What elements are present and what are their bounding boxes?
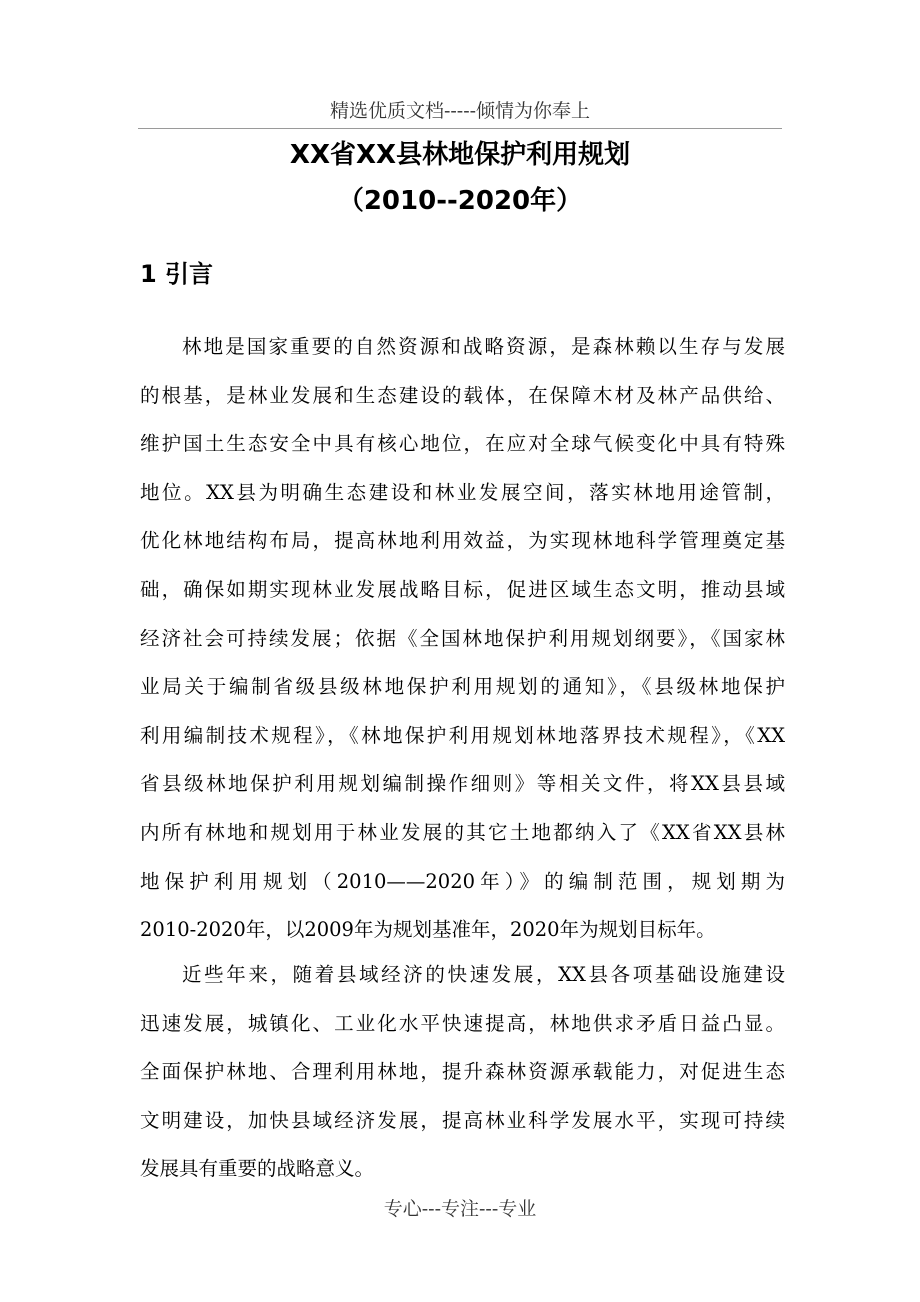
paragraph-2 bbox=[140, 951, 785, 1194]
paragraph-line: 经济社会可持续发展；依据《全国林地保护利用规划纲要》，《国家林 bbox=[140, 626, 785, 650]
paragraph-line: 利用编制技术规程》，《林地保护利用规划林地落界技术规程》，《XX bbox=[140, 723, 785, 747]
paragraph-line: 地位。XX县为明确生态建设和林业发展空间，落实林地用途管制， bbox=[140, 480, 785, 504]
paragraph-line: 发展具有重要的战略意义。 bbox=[140, 1157, 375, 1181]
paragraph-line: 省县级林地保护利用规划编制操作细则》等相关文件，将XX县县域 bbox=[140, 772, 785, 796]
paragraph-line: 维护国土生态安全中具有核心地位，在应对全球气候变化中具有特殊 bbox=[140, 432, 785, 456]
paragraph-line: 业局关于编制省级县级林地保护利用规划的通知》，《县级林地保护 bbox=[140, 675, 785, 699]
page-footer: 专心---专注---专业 bbox=[383, 1198, 537, 1220]
paragraph-line: 近些年来，随着县域经济的快速发展，XX县各项基础设施建设 bbox=[182, 963, 785, 986]
document-subtitle-years: （2010--2020年） bbox=[337, 186, 583, 216]
paragraph-line: 文明建设，加快县域经济发展，提高林业科学发展水平，实现可持续 bbox=[140, 1108, 785, 1132]
paragraph-line: 迅速发展，城镇化、工业化水平快速提高，林地供求矛盾日益凸显。 bbox=[140, 1011, 785, 1035]
section-heading-introduction: 1 引言 bbox=[140, 260, 214, 288]
paragraph-line: 础，确保如期实现林业发展战略目标，促进区域生态文明，推动县域 bbox=[140, 577, 785, 601]
document-title: XX省XX县林地保护利用规划 bbox=[289, 140, 631, 170]
paragraph-line: 优化林地结构布局，提高林地利用效益，为实现林地科学管理奠定基 bbox=[140, 529, 785, 553]
paragraph-1 bbox=[140, 323, 785, 955]
paragraph-line: 的根基，是林业发展和生态建设的载体，在保障木材及林产品供给、 bbox=[140, 383, 785, 407]
page-header: 精选优质文档-----倾情为你奉上 bbox=[138, 98, 782, 129]
paragraph-line: 内所有林地和规划用于林业发展的其它土地都纳入了《XX省XX县林 bbox=[140, 820, 785, 844]
paragraph-line: 地保护利用规划（2010——2020年）》的编制范围，规划期为 bbox=[140, 869, 785, 893]
paragraph-line: 全面保护林地、合理利用林地，提升森林资源承载能力，对促进生态 bbox=[140, 1060, 785, 1084]
paragraph-line: 林地是国家重要的自然资源和战略资源，是森林赖以生存与发展 bbox=[182, 335, 785, 358]
paragraph-line: 2010-2020年，以2009年为规划基准年，2020年为规划目标年。 bbox=[140, 918, 716, 942]
